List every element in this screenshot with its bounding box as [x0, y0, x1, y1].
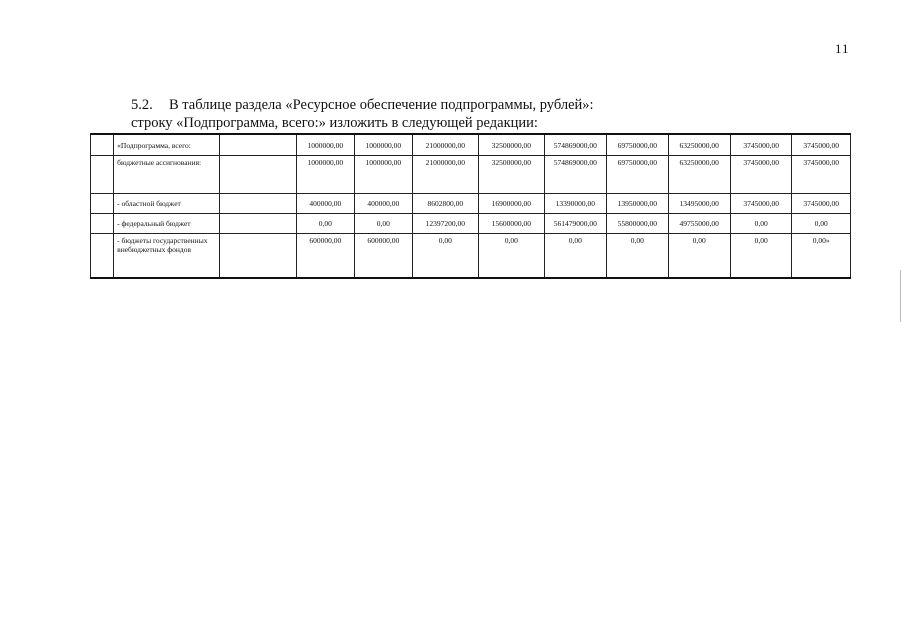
row-margin-cell	[91, 156, 114, 194]
value-cell: 3745000,00	[730, 194, 791, 214]
value-cell: 15600000,00	[479, 214, 545, 234]
row-margin-cell	[91, 194, 114, 214]
value-cell: 32500000,00	[479, 134, 545, 156]
value-cell: 13495000,00	[668, 194, 730, 214]
empty-cell	[220, 234, 297, 279]
value-cell: 0,00	[544, 234, 606, 279]
value-cell: 0,00	[607, 234, 668, 279]
row-name-cell: - федеральный бюджет	[114, 214, 220, 234]
table-row	[91, 194, 851, 214]
empty-cell	[220, 194, 297, 214]
empty-cell	[220, 134, 297, 156]
value-cell: 0,00	[355, 214, 412, 234]
table-row	[91, 214, 851, 234]
page-number: 11	[835, 41, 850, 56]
row-margin-cell	[91, 214, 114, 234]
row-name-cell: бюджетные ассигнования:	[114, 156, 220, 194]
value-cell: 574869000,00	[544, 156, 606, 194]
empty-cell	[220, 156, 297, 194]
value-cell: 400000,00	[296, 194, 354, 214]
resources-table	[90, 133, 851, 279]
value-cell: 0,00	[668, 234, 730, 279]
value-cell: 3745000,00	[792, 156, 851, 194]
value-cell: 0,00	[479, 234, 545, 279]
value-cell: 0,00	[296, 214, 354, 234]
value-cell: 600000,00	[296, 234, 354, 279]
value-cell: 0,00	[730, 234, 791, 279]
amendment-paragraph	[131, 96, 594, 132]
scan-edge-mark	[900, 270, 901, 322]
value-cell: 16900000,00	[479, 194, 545, 214]
value-cell: 0,00	[730, 214, 791, 234]
paragraph-line-2: строку «Подпрограмма, всего:» изложить в следующей редакции:	[131, 115, 538, 131]
value-cell: 1000000,00	[355, 134, 412, 156]
value-cell: 63250000,00	[668, 156, 730, 194]
item-number: 5.2.	[131, 97, 153, 113]
value-cell: 13390000,00	[544, 194, 606, 214]
value-cell: 55800000,00	[607, 214, 668, 234]
value-cell: 561479000,00	[544, 214, 606, 234]
row-name-cell: - бюджеты государственных внебюджетных фондов	[114, 234, 220, 279]
value-cell: 0,00	[412, 234, 479, 279]
value-cell: 8602800,00	[412, 194, 479, 214]
value-cell: 600000,00	[355, 234, 412, 279]
value-cell: 3745000,00	[792, 194, 851, 214]
value-cell: 21000000,00	[412, 156, 479, 194]
value-cell: 400000,00	[355, 194, 412, 214]
value-cell: 63250000,00	[668, 134, 730, 156]
value-cell: 69750000,00	[607, 156, 668, 194]
value-cell: 574869000,00	[544, 134, 606, 156]
value-cell: 0,00	[792, 214, 851, 234]
row-name-cell: «Подпрограмма, всего:	[114, 134, 220, 156]
value-cell: 3745000,00	[792, 134, 851, 156]
table-row	[91, 156, 851, 194]
value-cell: 69750000,00	[607, 134, 668, 156]
empty-cell	[220, 214, 297, 234]
value-cell: 21000000,00	[412, 134, 479, 156]
value-cell: 0,00»	[792, 234, 851, 279]
row-name-cell: - областной бюджет	[114, 194, 220, 214]
paragraph-line-1: В таблице раздела «Ресурсное обеспечение подпрограммы, рублей»:	[169, 97, 594, 113]
row-margin-cell	[91, 134, 114, 156]
value-cell: 32500000,00	[479, 156, 545, 194]
value-cell: 3745000,00	[730, 156, 791, 194]
value-cell: 1000000,00	[355, 156, 412, 194]
value-cell: 12397200,00	[412, 214, 479, 234]
value-cell: 1000000,00	[296, 156, 354, 194]
value-cell: 1000000,00	[296, 134, 354, 156]
value-cell: 13950000,00	[607, 194, 668, 214]
table-row	[91, 234, 851, 279]
table-row	[91, 134, 851, 156]
value-cell: 49755000,00	[668, 214, 730, 234]
row-margin-cell	[91, 234, 114, 279]
value-cell: 3745000,00	[730, 134, 791, 156]
